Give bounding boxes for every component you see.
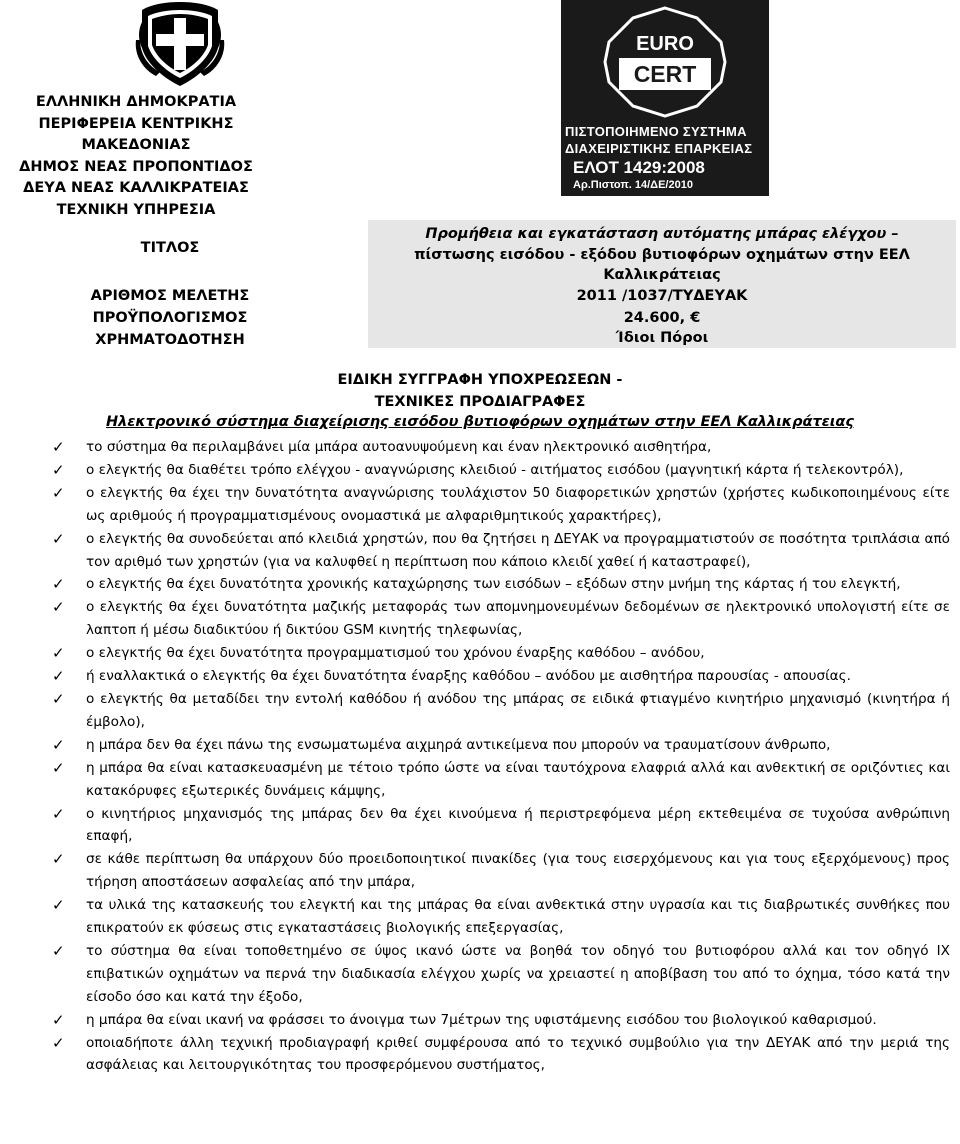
- list-item-text: ο ελεγκτής θα διαθέτει τρόπο ελέγχου - αναγνώρισης κλειδιού - αιτήματος εισόδου (μαγνητική κάρτα ή τελεκοντρόλ),: [86, 461, 904, 478]
- checkmark-icon: ✓: [52, 667, 65, 686]
- checkmark-icon: ✓: [52, 850, 65, 869]
- checkmark-icon: ✓: [52, 758, 65, 777]
- label-study-number: ΑΡΙΘΜΟΣ ΜΕΛΕΤΗΣ: [90, 288, 250, 304]
- section-heading-line-1: ΕΙΔΙΚΗ ΣΥΓΓΡΑΦΗ ΥΠΟΧΡΕΩΣΕΩΝ -: [337, 372, 623, 388]
- funding-value: Ίδιοι Πόροι: [615, 330, 709, 346]
- list-item-text: τα υλικά της κατασκευής του ελεγκτή και της μπάρας θα είναι ανθεκτικά στην υγρασία και τις διαβρωτικές συνθήκες που επικρατούν εκ φύσεως στις εγκαταστάσεις βιολογικής επεξεργασίας,: [86, 897, 950, 937]
- checkmark-icon: ✓: [52, 896, 65, 915]
- org-line-utility: ΔΕΥΑ ΝΕΑΣ ΚΑΛΛΙΚΡΑΤΕΙΑΣ: [23, 180, 249, 196]
- list-item: [52, 573, 950, 596]
- cert-number: Αρ.Πιστοπ. 14/ΔΕ/2010: [573, 179, 693, 191]
- list-item: [52, 1032, 950, 1078]
- label-funding: ΧΡΗΜΑΤΟΔΟΤΗΣΗ: [95, 332, 245, 348]
- list-item: [52, 848, 950, 894]
- org-line-department: ΤΕΧΝΙΚΗ ΥΠΗΡΕΣΙΑ: [56, 201, 216, 218]
- label-budget: ΠΡΟΫΠΟΛΟΓΙΣΜΟΣ: [92, 310, 248, 326]
- list-item-text: το σύστημα θα είναι τοποθετημένο σε ύψος ικανό ώστε να βοηθά τον οδηγό του βυτιοφόρου αλλά και τον οδηγό ΙΧ επιβατικών οχημάτων να περνά την διαδικασία ελέγχου χωρίς να χρειαστεί η αποβίβαση του από το όχημα, τόσο κατά την είσοδο όσο και κατά την έξοδο,: [86, 942, 950, 1005]
- section-subheading: Ηλεκτρονικό σύστημα διαχείρισης εισόδου βυτιοφόρων οχημάτων στην ΕΕΛ Καλλικράτειας: [106, 414, 854, 430]
- org-line-region: ΠΕΡΙΦΕΡΕΙΑ ΚΕΝΤΡΙΚΗΣ ΜΑΚΕΔΟΝΙΑΣ: [38, 115, 234, 153]
- eurocert-logo-icon: [575, 4, 755, 120]
- checkmark-icon: ✓: [52, 644, 65, 663]
- list-item-text: η μπάρα δεν θα έχει πάνω της ενσωματωμένα αιχμηρά αντικείμενα που μπορούν να τραυματίσουν άνθρωπο,: [86, 736, 831, 753]
- checkmark-icon: ✓: [52, 529, 65, 548]
- list-item: [52, 1009, 950, 1032]
- specifications-list: [52, 436, 950, 1077]
- list-item-text: ο ελεγκτής θα έχει δυνατότητα μαζικής μεταφοράς των απομνημονευμένων δεδομένων σε ηλεκτρονικό υπολογιστή είτε σε λαπτοπ ή μέσω διαδικτύου ή δικτύου GSM κινητής τηλεφωνίας,: [86, 599, 950, 639]
- list-item: [52, 688, 950, 734]
- project-title-line-3: Καλλικράτειας: [603, 267, 721, 283]
- checkmark-icon: ✓: [52, 735, 65, 754]
- checkmark-icon: ✓: [52, 1010, 65, 1029]
- checkmark-icon: ✓: [52, 689, 65, 708]
- list-item: [52, 642, 950, 665]
- list-item-text: ή εναλλακτικά ο ελεγκτής θα έχει δυνατότητα έναρξης καθόδου – ανόδου με αισθητήρα παρουσίας - απουσίας.: [86, 668, 851, 685]
- study-number-value: 2011 /1037/ΤΥΔΕΥΑΚ: [576, 288, 748, 304]
- list-item-text: σε κάθε περίπτωση θα υπάρχουν δύο προειδοποιητικοί πινακίδες (για τους εισερχόμενους και για τους εξερχόμενους) προς τήρηση αποστάσεων ασφαλείας από την μπάρα,: [86, 851, 950, 891]
- list-item-text: η μπάρα θα είναι κατασκευασμένη με τέτοιο τρόπο ώστε να είναι ταυτόχρονα ελαφριά αλλά και ανθεκτική σε οριζόντιες και κατακόρυφες εξωτερικές δυνάμεις κάμψης,: [86, 759, 950, 799]
- list-item: [52, 436, 950, 459]
- list-item-text: ο κινητήριος μηχανισμός της μπάρας δεν θα έχει κινούμενα ή περιστρεφόμενα μέρη εκτεθειμένα σε τυχούσα ανθρώπινη επαφή,: [86, 805, 950, 845]
- list-item: [52, 734, 950, 757]
- list-item-text: η μπάρα θα είναι ικανή να φράσσει το άνοιγμα των 7μέτρων της υφιστάμενης εισόδου του βιολογικού καθαρισμού.: [86, 1011, 877, 1028]
- list-item: [52, 482, 950, 528]
- project-title-line-2: πίστωσης εισόδου - εξόδου βυτιοφόρων οχημάτων στην ΕΕΛ: [414, 247, 910, 263]
- list-item: [52, 459, 950, 482]
- svg-text:CERT: CERT: [633, 61, 697, 87]
- list-item: [52, 894, 950, 940]
- list-item: [52, 940, 950, 1009]
- organization-header: [0, 92, 272, 221]
- section-heading-line-2: ΤΕΧΝΙΚΕΣ ΠΡΟΔΙΑΓΡΑΦΕΣ: [374, 394, 586, 410]
- cert-standard: ΕΛΟΤ 1429:2008: [573, 158, 705, 177]
- list-item-text: ο ελεγκτής θα μεταδίδει την εντολή καθόδου ή ανόδου της μπάρας σε ειδικά φτιαγμένο κινητήριο μηχανισμό (κινητήρα ή έμβολο),: [86, 690, 950, 730]
- label-title: ΤΙΤΛΟΣ: [140, 240, 200, 256]
- checkmark-icon: ✓: [52, 804, 65, 823]
- checkmark-icon: ✓: [52, 575, 65, 594]
- checkmark-icon: ✓: [52, 941, 65, 960]
- list-item-text: ο ελεγκτής θα έχει δυνατότητα χρονικής καταχώρησης των εισόδων – εξόδων στην μνήμη της κάρτας ή του ελεγκτή,: [86, 576, 901, 593]
- list-item-text: οποιαδήποτε άλλη τεχνική προδιαγραφή κριθεί συμφέρουσα από το τεχνικό συμβούλιο για την ΔΕΥΑΚ από την μεριά της ασφάλειας και λειτουργικότητας του προσφερόμενου συστήματος,: [86, 1034, 950, 1074]
- list-item-text: ο ελεγκτής θα συνοδεύεται από κλειδιά χρηστών, που θα ζητήσει η ΔΕΥΑΚ να προγραμματιστούν σε ποσότητα τριπλάσια από τον αριθμό των χρηστών (για να καλυφθεί η περίπτωση που κάποιο κλειδί χαθεί ή καταστραφεί),: [86, 530, 950, 570]
- checkmark-icon: ✓: [52, 438, 65, 456]
- project-title-line-1: Προμήθεια και εγκατάσταση αυτόματης μπάρας ελέγχου –: [425, 226, 899, 242]
- greek-coat-of-arms-icon: [134, 0, 226, 88]
- cert-management-adequacy: ΔΙΑΧΕΙΡΙΣΤΙΚΗΣ ΕΠΑΡΚΕΙΑΣ: [565, 141, 753, 156]
- list-item: [52, 665, 950, 688]
- list-item: [52, 803, 950, 849]
- checkmark-icon: ✓: [52, 1033, 65, 1052]
- org-line-municipality: ΔΗΜΟΣ ΝΕΑΣ ΠΡΟΠΟΝΤΙΔΟΣ: [19, 158, 253, 175]
- list-item: [52, 596, 950, 642]
- cert-certified-system: ΠΙΣΤΟΠΟΙΗΜΕΝΟ ΣΥΣΤΗΜΑ: [565, 124, 747, 139]
- list-item: [52, 757, 950, 803]
- list-item: [52, 528, 950, 574]
- certification-badge: [561, 0, 769, 196]
- checkmark-icon: ✓: [52, 483, 65, 502]
- checkmark-icon: ✓: [52, 598, 65, 617]
- checkmark-icon: ✓: [52, 460, 65, 479]
- svg-text:EURO: EURO: [636, 33, 694, 55]
- project-info-values: [368, 220, 956, 348]
- list-item-text: το σύστημα θα περιλαμβάνει μία μπάρα αυτοανυψούμενη και έναν ηλεκτρονικό αισθητήρα,: [86, 439, 712, 455]
- list-item-text: ο ελεγκτής θα έχει την δυνατότητα αναγνώρισης τουλάχιστον 50 διαφορετικών χρηστών (χρήστες κωδικοποιημένους είτε ως αριθμούς ή προγραμματισμένους ονομαστικά με αλφαριθμητικούς χαρακτήρες),: [86, 484, 950, 524]
- list-item-text: ο ελεγκτής θα έχει δυνατότητα προγραμματισμού του χρόνου έναρξης καθόδου – ανόδου,: [86, 645, 705, 662]
- budget-value: 24.600, €: [623, 310, 701, 326]
- org-line-republic: ΕΛΛΗΝΙΚΗ ΔΗΜΟΚΡΑΤΙΑ: [35, 94, 237, 110]
